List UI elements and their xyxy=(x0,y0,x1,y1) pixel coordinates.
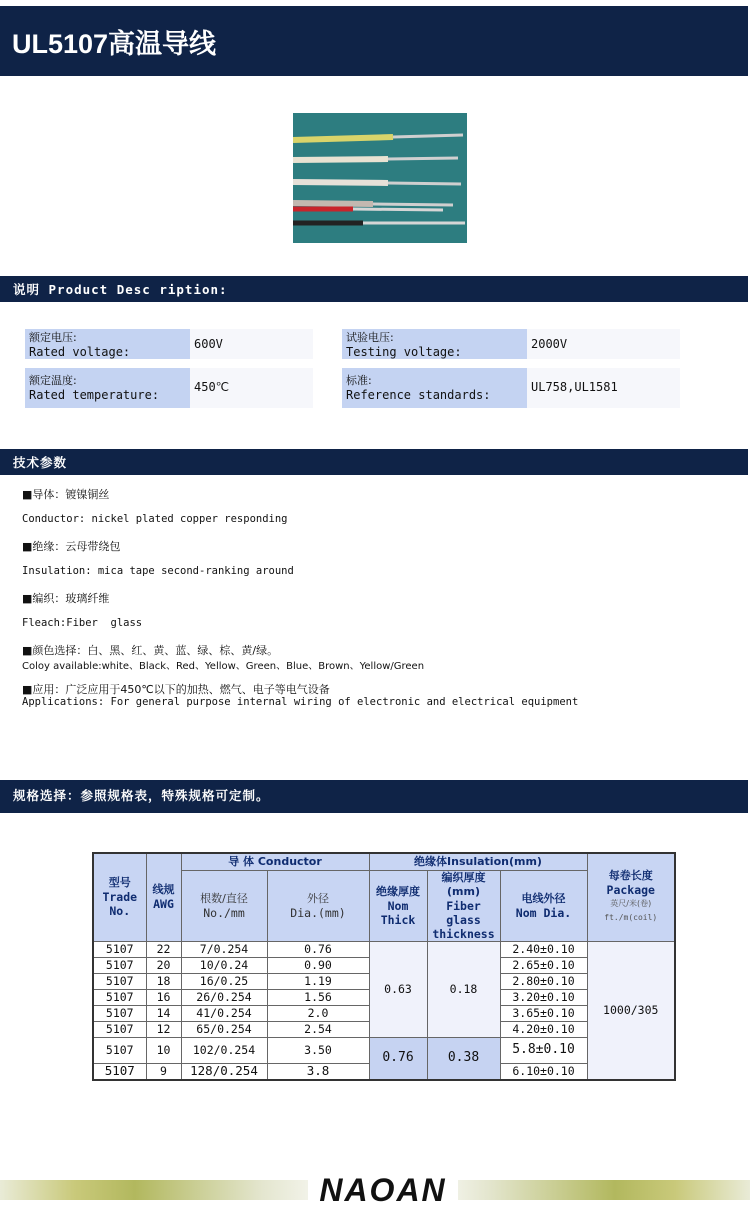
test-voltage-label xyxy=(342,329,527,359)
header-text: 线规 xyxy=(152,883,175,897)
cell-od: 3.50 xyxy=(267,1037,369,1063)
cell-awg: 9 xyxy=(146,1063,181,1080)
spec-table xyxy=(92,852,676,1081)
application-cn: ■应用：广泛应用于450℃以下的加热、燃气、电子等电气设备 xyxy=(22,683,330,696)
section-description-header xyxy=(0,276,748,302)
cell-wire-od: 2.40±0.10 xyxy=(500,941,587,957)
header-text-en: Fiber glass thickness xyxy=(432,898,495,941)
conductor-en: Conductor: nickel plated copper responding xyxy=(22,513,288,525)
cell-thickness-b: 0.76 xyxy=(369,1037,427,1080)
cell-od: 0.76 xyxy=(267,941,369,957)
value-text: 450℃ xyxy=(194,380,230,394)
brand-logo xyxy=(308,1170,458,1210)
cell-model: 5107 xyxy=(93,989,146,1005)
header-wire-od xyxy=(500,870,587,941)
cell-model: 5107 xyxy=(93,1021,146,1037)
cell-strands: 7/0.254 xyxy=(181,941,267,957)
cell-awg: 18 xyxy=(146,973,181,989)
value-text: 2000V xyxy=(531,337,568,351)
rated-voltage-value xyxy=(190,329,313,359)
cell-wire-od: 3.20±0.10 xyxy=(500,989,587,1005)
header-text: 外径 xyxy=(307,891,329,905)
header-text: 编织厚度(mm) xyxy=(441,870,486,898)
cell-awg: 12 xyxy=(146,1021,181,1037)
cell-strands: 10/0.24 xyxy=(181,957,267,973)
cell-model: 5107 xyxy=(93,941,146,957)
cell-strands: 16/0.25 xyxy=(181,973,267,989)
label-cn: 额定温度: xyxy=(29,374,77,387)
cell-od: 3.8 xyxy=(267,1063,369,1080)
header-text: 根数/直径 xyxy=(200,891,248,905)
cell-od: 2.54 xyxy=(267,1021,369,1037)
page-title: UL5107高温导线 xyxy=(12,29,217,59)
standards-value xyxy=(527,368,680,408)
section-title: 规格选择：参照规格表，特殊规格可定制。 xyxy=(13,788,270,803)
label-cn: 标准: xyxy=(346,374,372,387)
cell-od: 1.19 xyxy=(267,973,369,989)
cell-wire-od: 3.65±0.10 xyxy=(500,1005,587,1021)
cell-awg: 20 xyxy=(146,957,181,973)
product-photo xyxy=(293,113,467,243)
insulation-en: Insulation: mica tape second-ranking around xyxy=(22,565,294,577)
rated-voltage-label xyxy=(25,329,190,359)
header-od xyxy=(267,870,369,941)
section-parameters-header xyxy=(0,449,748,475)
label-cn: 试验电压: xyxy=(346,331,394,344)
cell-wire-od: 4.20±0.10 xyxy=(500,1021,587,1037)
header-model xyxy=(93,853,146,941)
header-text-en: No./mm xyxy=(203,905,245,920)
wires-image xyxy=(293,113,467,243)
cell-awg: 14 xyxy=(146,1005,181,1021)
cell-strands: 65/0.254 xyxy=(181,1021,267,1037)
section-title: 技术参数 xyxy=(13,455,68,470)
cell-strands: 102/0.254 xyxy=(181,1037,267,1063)
header-unit: 英尺/米(卷) xyxy=(610,899,652,909)
header-insulation: 绝缘体Insulation(mm) xyxy=(369,853,587,870)
section-title: 说明 Product Desc ription: xyxy=(13,282,228,297)
header-unit-en: ft./m(coil) xyxy=(604,913,658,923)
header-text-en: Nom xyxy=(387,898,409,913)
header-text-en: Trade xyxy=(102,890,138,905)
test-voltage-value xyxy=(527,329,680,359)
rated-temp-label xyxy=(25,368,190,408)
header-braid xyxy=(427,870,500,941)
color-cn: ■颜色选择：白、黑、红、黄、蓝、绿、棕、黄/绿。 xyxy=(22,644,279,657)
cell-wire-od: 5.8±0.10 xyxy=(500,1037,587,1063)
label-en: Testing voltage: xyxy=(346,345,462,359)
value-text: 600V xyxy=(194,337,223,351)
cell-awg: 22 xyxy=(146,941,181,957)
cell-od: 0.90 xyxy=(267,957,369,973)
cell-wire-od: 6.10±0.10 xyxy=(500,1063,587,1080)
cell-strands: 128/0.254 xyxy=(181,1063,267,1080)
section-specs-header xyxy=(0,780,748,813)
cell-od: 1.56 xyxy=(267,989,369,1005)
header-text: 电线外径 xyxy=(521,891,566,905)
cell-strands: 26/0.254 xyxy=(181,989,267,1005)
header-text: 每卷长度 xyxy=(608,869,653,883)
label-en: Rated temperature: xyxy=(29,388,160,402)
title-banner xyxy=(0,6,748,76)
braid-cn: ■编织：玻璃纤维 xyxy=(22,592,110,605)
header-text-en: Package xyxy=(606,883,655,898)
cell-model: 5107 xyxy=(93,1037,146,1063)
logo-text: NAOAN xyxy=(319,1172,447,1208)
cell-awg: 16 xyxy=(146,989,181,1005)
label-cn: 额定电压: xyxy=(29,331,77,344)
rated-temp-value xyxy=(190,368,313,408)
header-text-en: No. xyxy=(109,904,131,919)
cell-od: 2.0 xyxy=(267,1005,369,1021)
cell-model: 5107 xyxy=(93,957,146,973)
braid-en: Fleach:Fiber glass xyxy=(22,617,143,629)
label-en: Rated voltage: xyxy=(29,345,131,359)
conductor-cn: ■导体：镀镍铜丝 xyxy=(22,488,110,501)
header-strands xyxy=(181,870,267,941)
cell-braid-b: 0.38 xyxy=(427,1037,500,1080)
color-en: Coloy available:white、Black、Red、Yellow、Green、Blue、Brown、Yellow/Green xyxy=(22,661,425,672)
cell-awg: 10 xyxy=(146,1037,181,1063)
value-text: UL758,UL1581 xyxy=(531,380,618,394)
cell-package: 1000/305 xyxy=(587,941,675,1080)
cell-braid-a: 0.18 xyxy=(427,941,500,1037)
header-text-en: Dia.(mm) xyxy=(290,905,346,920)
cell-model: 5107 xyxy=(93,1063,146,1080)
cell-strands: 41/0.254 xyxy=(181,1005,267,1021)
header-text-en: Thick xyxy=(380,912,416,927)
insulation-cn: ■绝缘：云母带绕包 xyxy=(22,540,121,553)
cell-model: 5107 xyxy=(93,973,146,989)
cell-model: 5107 xyxy=(93,1005,146,1021)
application-en: Applications: For general purpose internal wiring of electronic and electrical equipment xyxy=(22,696,579,708)
header-text-en: Nom Dia. xyxy=(515,905,572,920)
header-text: 绝缘厚度 xyxy=(376,884,420,898)
cell-wire-od: 2.65±0.10 xyxy=(500,957,587,973)
header-text: 型号 xyxy=(108,876,131,890)
header-awg xyxy=(146,853,181,941)
cell-wire-od: 2.80±0.10 xyxy=(500,973,587,989)
header-thickness xyxy=(369,870,427,941)
header-text-en: AWG xyxy=(153,897,174,912)
label-en: Reference standards: xyxy=(346,388,491,402)
cell-thickness-a: 0.63 xyxy=(369,941,427,1037)
header-package xyxy=(587,853,675,941)
header-conductor: 导 体 Conductor xyxy=(181,853,369,870)
standards-label xyxy=(342,368,527,408)
